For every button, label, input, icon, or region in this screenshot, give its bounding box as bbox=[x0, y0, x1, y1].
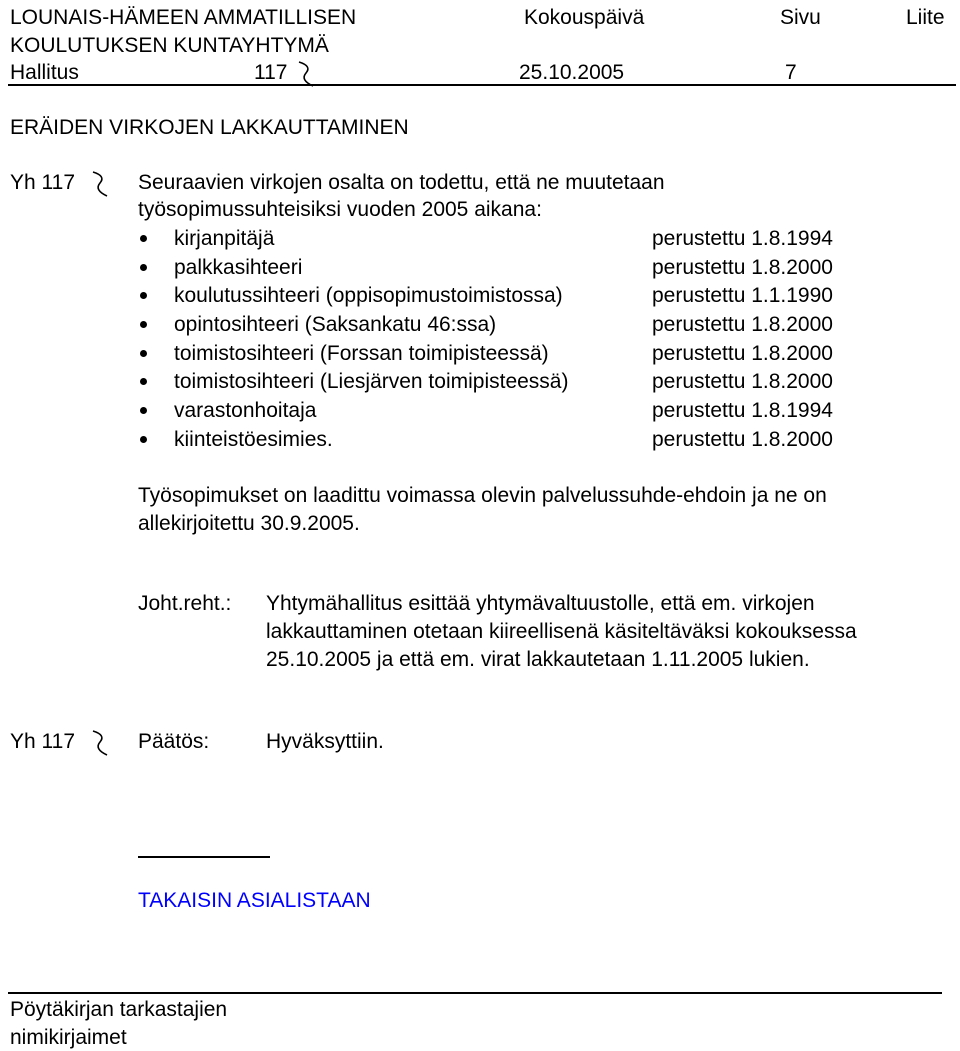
position-established: perustettu 1.8.1994 bbox=[652, 399, 833, 422]
position-title: palkkasihteeri bbox=[174, 256, 303, 279]
position-title: varastonhoitaja bbox=[174, 399, 317, 422]
section-ref: Yh 117 bbox=[10, 171, 75, 194]
proposal-line2: lakkauttaminen otetaan kiireellisenä käsiteltäväksi kokouksessa bbox=[266, 620, 857, 643]
meeting-date-label: Kokouspäivä bbox=[524, 6, 645, 29]
position-title: kirjanpitäjä bbox=[174, 227, 275, 250]
intro-line2: työsopimussuhteisiksi vuoden 2005 aikana: bbox=[138, 198, 542, 221]
position-title: opintosihteeri (Saksankatu 46:ssa) bbox=[174, 313, 497, 336]
org-name-line1: LOUNAIS-HÄMEEN AMMATILLISEN bbox=[10, 6, 357, 29]
position-established: perustettu 1.8.2000 bbox=[652, 313, 833, 336]
page-label: Sivu bbox=[780, 6, 821, 29]
section-mark-icon bbox=[90, 170, 110, 198]
decision-ref: Yh 117 bbox=[10, 730, 75, 753]
attachment-label: Liite bbox=[906, 6, 945, 29]
bullet-icon bbox=[140, 436, 147, 443]
position-title: kiinteistöesimies. bbox=[174, 428, 333, 451]
meeting-date: 25.10.2005 bbox=[519, 61, 625, 84]
signature-line bbox=[138, 856, 270, 858]
proposal-line1: Yhtymähallitus esittää yhtymävaltuustolle, että em. virkojen bbox=[266, 592, 815, 615]
position-established: perustettu 1.8.2000 bbox=[652, 342, 833, 365]
proposal-line3: 25.10.2005 ja että em. virat lakkautetaan 1.11.2005 lukien. bbox=[266, 648, 810, 671]
proposal-label: Joht.reht.: bbox=[138, 592, 232, 615]
bullet-icon bbox=[140, 264, 147, 271]
intro-line1: Seuraavien virkojen osalta on todettu, että ne muutetaan bbox=[138, 171, 665, 194]
org-name-line2: KOULUTUKSEN KUNTAYHTYMÄ bbox=[10, 34, 329, 57]
position-title: toimistosihteeri (Liesjärven toimipisteessä) bbox=[174, 370, 569, 393]
footer-line2: nimikirjaimet bbox=[10, 1026, 127, 1049]
position-established: perustettu 1.8.2000 bbox=[652, 256, 833, 279]
position-established: perustettu 1.8.1994 bbox=[652, 227, 833, 250]
footer-divider bbox=[8, 992, 942, 994]
section-number: 117 bbox=[254, 61, 288, 84]
bullet-icon bbox=[140, 235, 147, 242]
body-name: Hallitus bbox=[10, 61, 79, 84]
bullet-icon bbox=[140, 321, 147, 328]
document-title: ERÄIDEN VIRKOJEN LAKKAUTTAMINEN bbox=[10, 116, 409, 139]
decision-text: Hyväksyttiin. bbox=[266, 730, 384, 753]
position-established: perustettu 1.1.1990 bbox=[652, 284, 833, 307]
decision-label: Päätös: bbox=[138, 730, 210, 753]
bullet-icon bbox=[140, 378, 147, 385]
bullet-icon bbox=[140, 350, 147, 357]
contracts-line2: allekirjoitettu 30.9.2005. bbox=[138, 512, 360, 535]
section-mark-icon bbox=[90, 729, 110, 757]
bullet-icon bbox=[140, 292, 147, 299]
footer-line1: Pöytäkirjan tarkastajien bbox=[10, 998, 228, 1021]
contracts-line1: Työsopimukset on laadittu voimassa olevin palvelussuhde-ehdoin ja ne on bbox=[138, 484, 827, 507]
position-established: perustettu 1.8.2000 bbox=[652, 370, 833, 393]
position-established: perustettu 1.8.2000 bbox=[652, 428, 833, 451]
back-to-agenda-link[interactable]: TAKAISIN ASIALISTAAN bbox=[138, 889, 371, 912]
page-number: 7 bbox=[785, 61, 797, 84]
position-title: koulutussihteeri (oppisopimustoimistossa) bbox=[174, 284, 563, 307]
position-title: toimistosihteeri (Forssan toimipisteessä) bbox=[174, 342, 549, 365]
header-divider bbox=[8, 84, 956, 86]
bullet-icon bbox=[140, 407, 147, 414]
